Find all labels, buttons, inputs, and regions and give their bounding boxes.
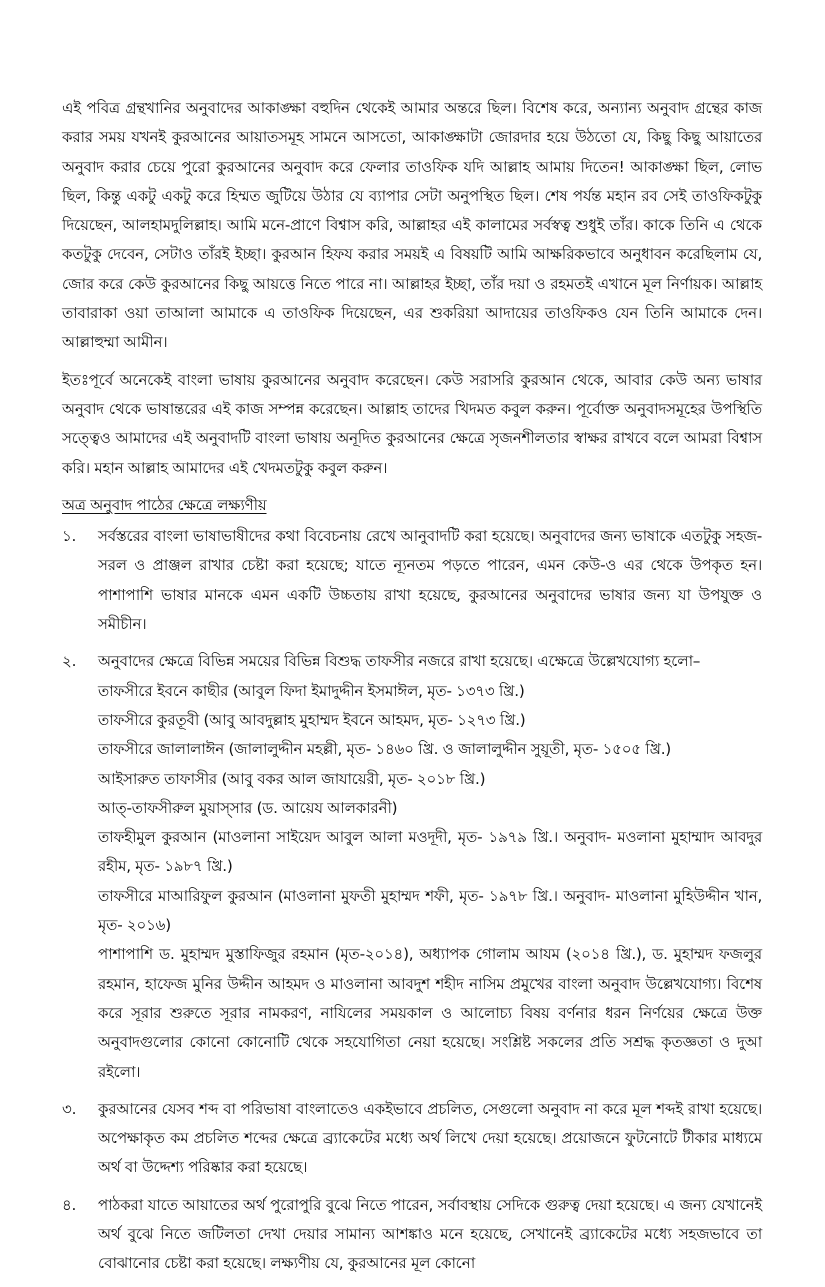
notes-list	[62, 522, 762, 1278]
section-heading-wrapper	[62, 491, 762, 522]
list-item-text: কুরআনের যেসব শব্দ বা পরিভাষা বাংলাতেও একইভাবে প্রচলিত, সেগুলো অনুবাদ না করে মূল শব্দই রাখা হয়েছে। অপেক্ষাকৃত কম প্রচলিত শব্দের ক্ষেত্রে ব্র্যাকেটের মধ্যে অর্থ লিখে দেয়া হয়েছে। প্রয়োজনে ফুটনোটে টীকার মাধ্যমে অর্থ বা উদ্দেশ্য পরিষ্কার করা হয়েছে।	[98, 1099, 762, 1177]
list-item-1	[62, 522, 762, 639]
tafsir-reference: আত্-তাফসীরুল মুয়াস্সার (ড. আয়েয আলকারনী)	[98, 798, 398, 817]
list-item-2	[62, 647, 762, 1086]
list-number: ৪.	[62, 1195, 77, 1214]
list-item-text: পাঠকরা যাতে আয়াতের অর্থ পুরোপুরি বুঝে নিতে পারেন, সর্বাবস্থায় সেদিকে গুরুত্ব দেয়া হয়েছে। এ জন্য যেখানেই অর্থ বুঝে নিতে জটিলতা দেখা দেয়ার সামান্য আশঙ্কাও মনে হয়েছে, সেখানেই ব্র্যাকেটের মধ্যে সহজভাবে তা বোঝানোর চেষ্টা করা হয়েছে। লক্ষ্যণীয় যে, কুরআনের মূল কোনো	[98, 1195, 762, 1273]
list-item-closing: পাশাপাশি ড. মুহাম্মদ মুস্তাফিজুর রহমান (মৃত-২০১৪), অধ্যাপক গোলাম আযম (২০১৪ খ্রি.), ড. মুহাম্মদ ফজলুর রহমান, হাফেজ মুনির উদ্দীন আহমদ ও মাওলানা আবদুশ শহীদ নাসিম প্রমুখের বাংলা অনুবাদ উল্লেখযোগ্য। বিশেষ করে সূরার শুরুতে সূরার নামকরণ, নাযিলের সময়কাল ও আলোচ্য বিষয় বর্ণনার ধরন নির্ণয়ের ক্ষেত্রে উক্ত অনুবাদগুলোর কোনো কোনোটি থেকে সহযোগিতা নেয়া হয়েছে। সংশ্লিষ্ট সকলের প্রতি সশ্রদ্ধ কৃতজ্ঞতা ও দুআ রইলো।	[98, 945, 762, 1081]
intro-paragraph-1: এই পবিত্র গ্রন্থখানির অনুবাদের আকাঙ্ক্ষা বহুদিন থেকেই আমার অন্তরে ছিল। বিশেষ করে, অন্যান্য অনুবাদ গ্রন্থের কাজ করার সময় যখনই কুরআনের আয়াতসমূহ সামনে আসতো, আকাঙ্ক্ষাটা জোরদার হয়ে উঠতো যে, কিছু কিছু আয়াতের অনুবাদ করার চেয়ে পুরো কুরআনের অনুবাদ করে ফেলার তাওফিক যদি আল্লাহ আমায় দিতেন! আকাঙ্ক্ষা ছিল, লোভ ছিল, কিন্তু একটু একটু করে হিম্মত জুটিয়ে উঠার যে ব্যাপার সেটা অনুপস্থিত ছিল। শেষ পর্যন্ত মহান রব সেই তাওফিকটুকু দিয়েছেন, আলহামদুলিল্লাহ। আমি মনে-প্রাণে বিশ্বাস করি, আল্লাহর এই কালামের সর্বস্বত্ব শুধুই তাঁর। কাকে তিনি এ থেকে কতটুকু দেবেন, সেটাও তাঁরই ইচ্ছা। কুরআন হিফয করার সময়ই এ বিষয়টি আমি আক্ষরিকভাবে অনুধাবন করেছিলাম যে, জোর করে কেউ কুরআনের কিছু আয়ত্তে নিতে পারে না। আল্লাহর ইচ্ছা, তাঁর দয়া ও রহমতই এখানে মূল নির্ণায়ক। আল্লাহ তাবারাকা ওয়া তাআলা আমাকে এ তাওফিক দিয়েছেন, এর শুকরিয়া আদায়ের তাওফিকও যেন তিনি আমাকে দেন। আল্লাহুম্মা আমীন।	[62, 99, 762, 352]
list-number: ৩.	[62, 1099, 77, 1118]
tafsir-reference: তাফসীরে মাআরিফুল কুরআন (মাওলানা মুফতী মুহাম্মদ শফী, মৃত- ১৯৭৮ খ্রি.। অনুবাদ- মাওলানা মুহিউদ্দীন খান, মৃত- ২০১৬)	[98, 886, 762, 935]
tafsir-reference: তাফসীরে কুরতূবী (আবু আবদুল্লাহ মুহাম্মদ ইবনে আহমদ, মৃত- ১২৭৩ খ্রি.)	[98, 710, 526, 729]
section-heading: অত্র অনুবাদ পাঠের ক্ষেত্রে লক্ষ্যণীয়	[62, 495, 267, 514]
list-item-4	[62, 1191, 762, 1279]
intro-paragraph-2: ইতঃপূর্বে অনেকেই বাংলা ভাষায় কুরআনের অনুবাদ করেছেন। কেউ সরাসরি কুরআন থেকে, আবার কেউ অন্য ভাষার অনুবাদ থেকে ভাষান্তরের এই কাজ সম্পন্ন করেছেন। আল্লাহ তাদের খিদমত কবুল করুন। পূর্বোক্ত অনুবাদসমূহের উপস্থিতি সত্ত্বেও আমাদের এই অনুবাদটি বাংলা ভাষায় অনূদিত কুরআনের ক্ষেত্রে সৃজনশীলতার স্বাক্ষর রাখবে বলে আমরা বিশ্বাস করি। মহান আল্লাহ আমাদের এই খেদমতটুকু কবুল করুন।	[62, 370, 762, 477]
tafsir-reference: তাফসীরে ইবনে কাছীর (আবুল ফিদা ইমাদুদ্দীন ইসমাঈল, মৃত- ১৩৭৩ খ্রি.)	[98, 681, 525, 700]
list-item-text: সর্বস্তরের বাংলা ভাষাভাষীদের কথা বিবেচনায় রেখে আনুবাদটি করা হয়েছে। অনুবাদের জন্য ভাষাকে এতটুকু সহজ-সরল ও প্রাঞ্জল রাখার চেষ্টা করা হয়েছে; যাতে ন্যূনতম পড়তে পারেন, এমন কেউ-ও এর থেকে উপকৃত হন। পাশাপাশি ভাষার মানকে এমন একটি উচ্চতায় রাখা হয়েছে, কুরআনের অনুবাদের ভাষার জন্য যা উপযুক্ত ও সমীচীন।	[98, 527, 762, 634]
list-item-body	[98, 522, 762, 639]
list-number: ১.	[62, 527, 77, 546]
list-item-3	[62, 1095, 762, 1183]
list-item-body	[98, 647, 762, 1086]
list-item-body	[98, 1095, 762, 1183]
tafsir-reference: তাফসীরে জালালাঈন (জালালুদ্দীন মহল্লী, মৃত- ১৪৬০ খ্রি. ও জালালুদ্দীন সুয়ূতী, মৃত- ১৫০৫ খ্রি.)	[98, 740, 671, 759]
list-item-text: অনুবাদের ক্ষেত্রে বিভিন্ন সময়ের বিভিন্ন বিশুদ্ধ তাফসীর নজরে রাখা হয়েছে। এক্ষেত্রে উল্লেখযোগ্য হলো–	[98, 652, 701, 671]
document-page	[62, 94, 762, 1287]
tafsir-reference: তাফহীমুল কুরআন (মাওলানা সাইয়েদ আবুল আলা মওদূদী, মৃত- ১৯৭৯ খ্রি.। অনুবাদ- মওলানা মুহাম্মাদ আবদুর রহীম, মৃত- ১৯৮৭ খ্রি.)	[98, 828, 762, 876]
tafsir-reference: আইসারুত তাফাসীর (আবু বকর আল জাযায়েরী, মৃত- ২০১৮ খ্রি.)	[98, 769, 486, 788]
list-number: ২.	[62, 652, 77, 671]
list-item-body	[98, 1191, 762, 1279]
